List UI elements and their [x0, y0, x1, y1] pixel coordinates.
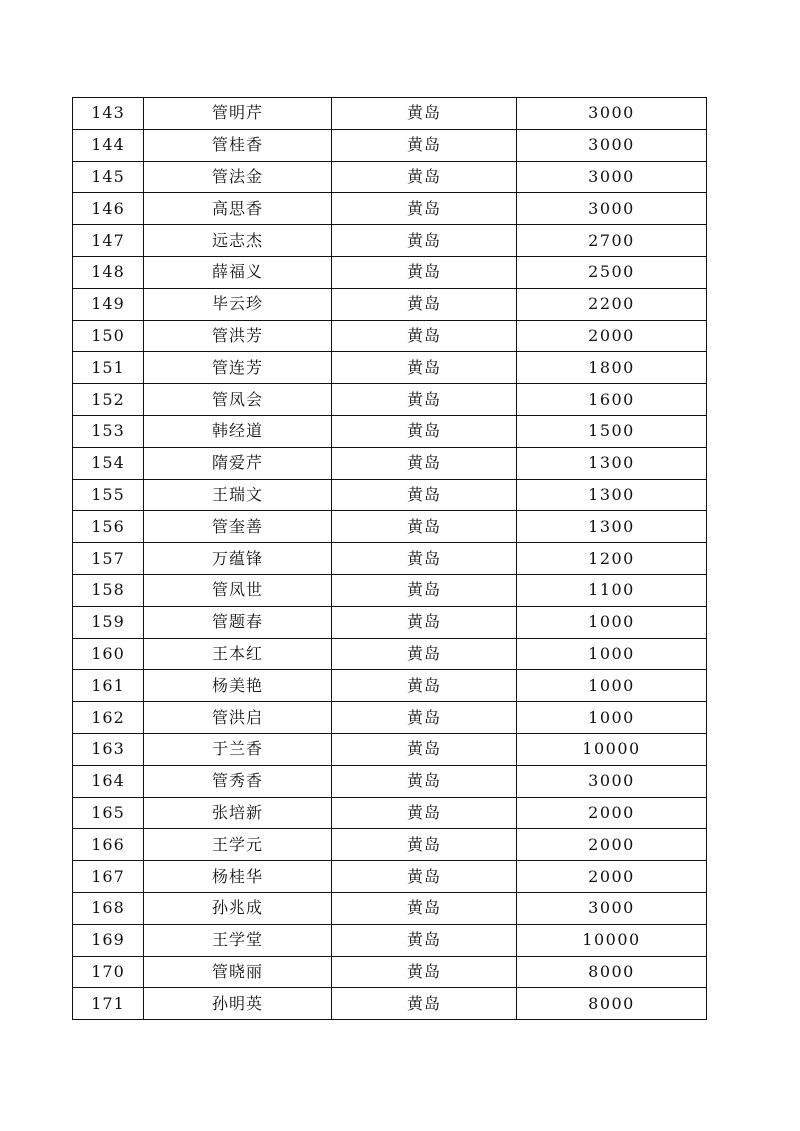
name-cell: 管连芳 — [144, 352, 332, 384]
amount-cell: 1300 — [517, 479, 707, 511]
region-cell: 黄岛 — [332, 256, 517, 288]
row-number-cell: 169 — [73, 924, 144, 956]
table-row — [73, 129, 707, 161]
name-cell: 管题春 — [144, 606, 332, 638]
amount-cell: 3000 — [517, 892, 707, 924]
region-cell: 黄岛 — [332, 606, 517, 638]
row-number-cell: 151 — [73, 352, 144, 384]
amount-cell: 3000 — [517, 193, 707, 225]
name-cell: 管桂香 — [144, 129, 332, 161]
table-row — [73, 543, 707, 575]
table-row — [73, 988, 707, 1020]
name-cell: 管洪芳 — [144, 320, 332, 352]
region-cell: 黄岛 — [332, 702, 517, 734]
table-row — [73, 98, 707, 130]
row-number-cell: 156 — [73, 511, 144, 543]
name-cell: 隋爱芹 — [144, 447, 332, 479]
region-cell: 黄岛 — [332, 98, 517, 130]
region-cell: 黄岛 — [332, 892, 517, 924]
name-cell: 王瑞文 — [144, 479, 332, 511]
row-number-cell: 146 — [73, 193, 144, 225]
table-row — [73, 511, 707, 543]
region-cell: 黄岛 — [332, 511, 517, 543]
name-cell: 远志杰 — [144, 225, 332, 257]
name-cell: 万蕴锋 — [144, 543, 332, 575]
table-row — [73, 193, 707, 225]
region-cell: 黄岛 — [332, 415, 517, 447]
row-number-cell: 158 — [73, 574, 144, 606]
amount-cell: 3000 — [517, 161, 707, 193]
region-cell: 黄岛 — [332, 765, 517, 797]
amount-cell: 8000 — [517, 956, 707, 988]
region-cell: 黄岛 — [332, 670, 517, 702]
row-number-cell: 144 — [73, 129, 144, 161]
row-number-cell: 145 — [73, 161, 144, 193]
row-number-cell: 155 — [73, 479, 144, 511]
row-number-cell: 154 — [73, 447, 144, 479]
name-cell: 管奎善 — [144, 511, 332, 543]
row-number-cell: 159 — [73, 606, 144, 638]
table-row — [73, 415, 707, 447]
name-cell: 管晓丽 — [144, 956, 332, 988]
region-cell: 黄岛 — [332, 733, 517, 765]
amount-cell: 3000 — [517, 98, 707, 130]
name-cell: 杨美艳 — [144, 670, 332, 702]
table-row — [73, 861, 707, 893]
name-cell: 毕云珍 — [144, 288, 332, 320]
row-number-cell: 167 — [73, 861, 144, 893]
region-cell: 黄岛 — [332, 447, 517, 479]
row-number-cell: 166 — [73, 829, 144, 861]
amount-cell: 1100 — [517, 574, 707, 606]
table-row — [73, 288, 707, 320]
table-row — [73, 797, 707, 829]
table-row — [73, 384, 707, 416]
row-number-cell: 164 — [73, 765, 144, 797]
region-cell: 黄岛 — [332, 829, 517, 861]
region-cell: 黄岛 — [332, 320, 517, 352]
table-row — [73, 225, 707, 257]
name-cell: 薛福义 — [144, 256, 332, 288]
name-cell: 管秀香 — [144, 765, 332, 797]
amount-cell: 2200 — [517, 288, 707, 320]
region-cell: 黄岛 — [332, 479, 517, 511]
table-row — [73, 670, 707, 702]
amount-cell: 2000 — [517, 320, 707, 352]
amount-cell: 2700 — [517, 225, 707, 257]
name-cell: 管洪启 — [144, 702, 332, 734]
row-number-cell: 147 — [73, 225, 144, 257]
name-cell: 管凤世 — [144, 574, 332, 606]
amount-cell: 2000 — [517, 797, 707, 829]
table-row — [73, 702, 707, 734]
row-number-cell: 168 — [73, 892, 144, 924]
region-cell: 黄岛 — [332, 384, 517, 416]
table-row — [73, 479, 707, 511]
region-cell: 黄岛 — [332, 225, 517, 257]
amount-cell: 8000 — [517, 988, 707, 1020]
table-body — [73, 98, 707, 1020]
amount-cell: 1500 — [517, 415, 707, 447]
amount-cell: 1600 — [517, 384, 707, 416]
region-cell: 黄岛 — [332, 861, 517, 893]
row-number-cell: 153 — [73, 415, 144, 447]
region-cell: 黄岛 — [332, 161, 517, 193]
row-number-cell: 143 — [73, 98, 144, 130]
row-number-cell: 152 — [73, 384, 144, 416]
amount-cell: 1000 — [517, 638, 707, 670]
table-row — [73, 161, 707, 193]
name-cell: 王本红 — [144, 638, 332, 670]
row-number-cell: 157 — [73, 543, 144, 575]
amount-cell: 10000 — [517, 733, 707, 765]
row-number-cell: 162 — [73, 702, 144, 734]
region-cell: 黄岛 — [332, 193, 517, 225]
row-number-cell: 150 — [73, 320, 144, 352]
table-row — [73, 892, 707, 924]
name-cell: 管凤会 — [144, 384, 332, 416]
table-row — [73, 606, 707, 638]
amount-cell: 1300 — [517, 511, 707, 543]
table-row — [73, 733, 707, 765]
amount-cell: 1000 — [517, 670, 707, 702]
region-cell: 黄岛 — [332, 574, 517, 606]
region-cell: 黄岛 — [332, 543, 517, 575]
name-cell: 王学堂 — [144, 924, 332, 956]
name-cell: 高思香 — [144, 193, 332, 225]
amount-cell: 1000 — [517, 702, 707, 734]
table-row — [73, 574, 707, 606]
region-cell: 黄岛 — [332, 988, 517, 1020]
table-row — [73, 320, 707, 352]
row-number-cell: 165 — [73, 797, 144, 829]
region-cell: 黄岛 — [332, 288, 517, 320]
name-cell: 孙明英 — [144, 988, 332, 1020]
row-number-cell: 163 — [73, 733, 144, 765]
name-cell: 杨桂华 — [144, 861, 332, 893]
name-cell: 于兰香 — [144, 733, 332, 765]
table-row — [73, 956, 707, 988]
amount-cell: 1300 — [517, 447, 707, 479]
table-row — [73, 447, 707, 479]
region-cell: 黄岛 — [332, 797, 517, 829]
table-row — [73, 256, 707, 288]
row-number-cell: 161 — [73, 670, 144, 702]
amount-cell: 10000 — [517, 924, 707, 956]
region-cell: 黄岛 — [332, 924, 517, 956]
name-cell: 韩经道 — [144, 415, 332, 447]
name-cell: 孙兆成 — [144, 892, 332, 924]
region-cell: 黄岛 — [332, 638, 517, 670]
amount-cell: 1800 — [517, 352, 707, 384]
table-row — [73, 765, 707, 797]
row-number-cell: 171 — [73, 988, 144, 1020]
region-cell: 黄岛 — [332, 352, 517, 384]
name-cell: 王学元 — [144, 829, 332, 861]
row-number-cell: 170 — [73, 956, 144, 988]
donation-table — [72, 97, 707, 1020]
amount-cell: 2500 — [517, 256, 707, 288]
amount-cell: 1000 — [517, 606, 707, 638]
amount-cell: 1200 — [517, 543, 707, 575]
region-cell: 黄岛 — [332, 129, 517, 161]
amount-cell: 2000 — [517, 829, 707, 861]
name-cell: 管明芹 — [144, 98, 332, 130]
region-cell: 黄岛 — [332, 956, 517, 988]
row-number-cell: 148 — [73, 256, 144, 288]
table-row — [73, 638, 707, 670]
amount-cell: 3000 — [517, 129, 707, 161]
name-cell: 张培新 — [144, 797, 332, 829]
table-row — [73, 352, 707, 384]
row-number-cell: 160 — [73, 638, 144, 670]
table-row — [73, 924, 707, 956]
amount-cell: 3000 — [517, 765, 707, 797]
row-number-cell: 149 — [73, 288, 144, 320]
table-row — [73, 829, 707, 861]
amount-cell: 2000 — [517, 861, 707, 893]
name-cell: 管法金 — [144, 161, 332, 193]
